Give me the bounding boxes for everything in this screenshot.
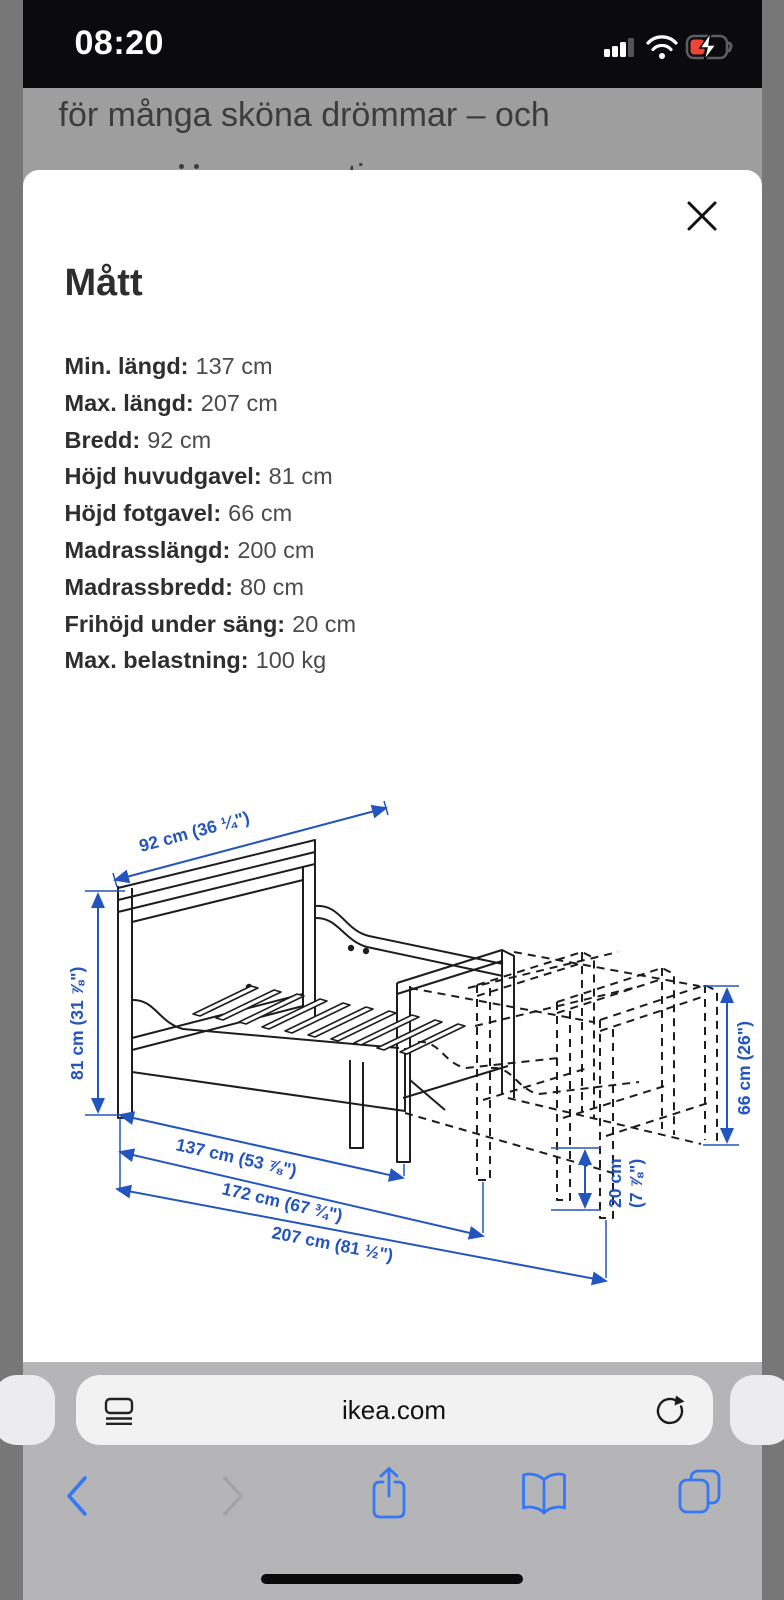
iphone-screen — [23, 0, 762, 1600]
background-text: för många sköna drömmar – och — [58, 96, 550, 134]
dim-length-max-label: 207 cm (81 ½") — [269, 1222, 395, 1266]
next-tab-stub[interactable] — [730, 1375, 784, 1445]
share-icon[interactable] — [371, 1466, 407, 1520]
measurement-row: Min. längd: 137 cm — [64, 353, 273, 379]
measurement-row: Höjd huvudgavel: 81 cm — [64, 463, 333, 490]
measurement-row: Höjd fotgavel: 66 cm — [64, 500, 293, 527]
bed-slats — [193, 986, 465, 1054]
background-text-fragment-dot — [194, 164, 199, 169]
reader-view-icon[interactable] — [104, 1397, 136, 1425]
dim-footboard-height-label: 66 cm (26") — [733, 1021, 754, 1115]
battery-charging-icon — [687, 32, 731, 61]
background-text-fragment — [348, 158, 365, 169]
dim-clearance-label-line2: (7 ⅞") — [625, 1158, 646, 1208]
measurement-row: Madrassbredd: 80 cm — [64, 573, 304, 600]
bed-extension-dashed-parts — [405, 952, 717, 1218]
measurement-row: Bredd: 92 cm — [64, 426, 212, 453]
close-icon[interactable] — [682, 196, 722, 236]
sheet-title: Mått — [64, 262, 143, 304]
bed-dimension-diagram — [53, 780, 753, 1300]
measurements-list — [65, 348, 357, 679]
measurement-row: Madrasslängd: 200 cm — [64, 536, 315, 563]
measurement-row: Max. belastning: 100 kg — [64, 647, 327, 674]
dim-length-min-label: 137 cm (53 ⅞") — [173, 1134, 299, 1181]
tabs-icon[interactable] — [677, 1468, 723, 1516]
home-indicator[interactable] — [261, 1574, 523, 1584]
reload-icon[interactable] — [654, 1395, 686, 1427]
dim-length-mid-label: 172 cm (67 ¾") — [219, 1178, 345, 1226]
address-bar[interactable] — [76, 1375, 713, 1445]
cellular-signal-icon — [604, 38, 634, 57]
dim-clearance-label-line1: 20 cm — [604, 1158, 625, 1208]
measurement-row: Frihöjd under säng: 20 cm — [64, 610, 357, 637]
status-time: 08:20 — [74, 24, 164, 62]
safari-bottom-chrome — [23, 1362, 762, 1600]
bookmarks-icon[interactable] — [521, 1472, 567, 1516]
background-text-fragment-dot — [179, 164, 184, 169]
status-bar — [23, 0, 762, 88]
dim-headboard-height-label: 81 cm (31 ⅞") — [66, 966, 87, 1080]
status-icons — [601, 30, 736, 64]
address-text: ikea.com — [341, 1394, 447, 1425]
dim-width-label: 92 cm (36 ¼") — [136, 807, 252, 856]
wifi-icon — [648, 37, 676, 59]
back-button[interactable] — [63, 1474, 91, 1518]
measurement-row: Max. längd: 207 cm — [64, 389, 278, 416]
previous-tab-stub[interactable] — [0, 1375, 55, 1445]
forward-button[interactable] — [219, 1474, 247, 1518]
